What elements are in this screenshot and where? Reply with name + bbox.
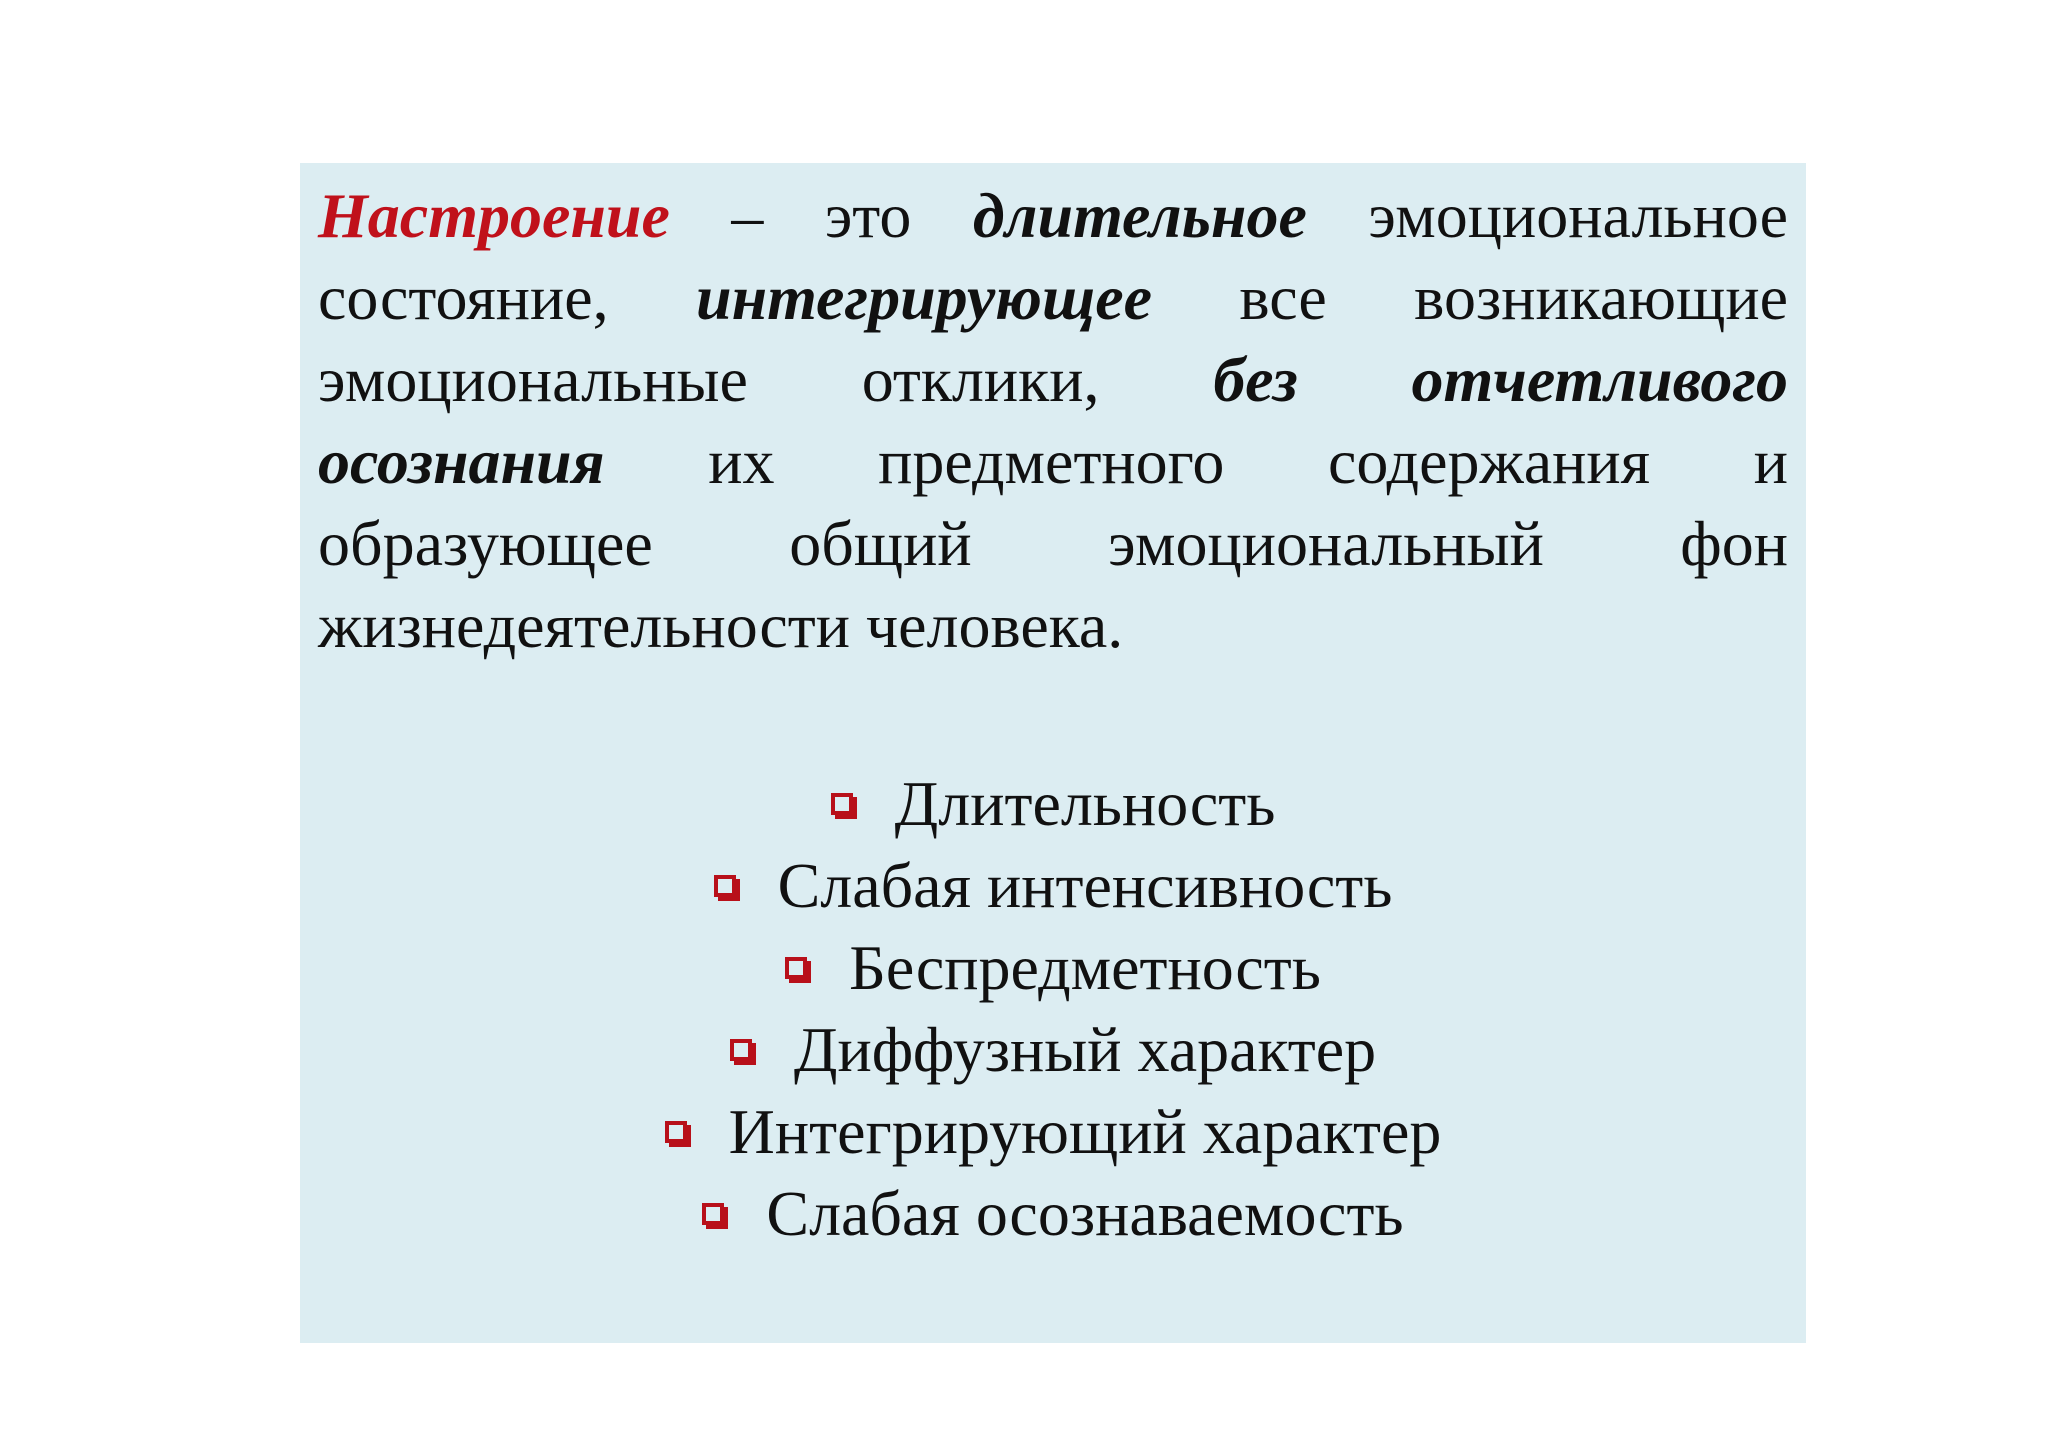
definition-emphasis-1: длительное [972, 180, 1307, 251]
slide-panel [300, 163, 1806, 1343]
square-bullet-icon [665, 1121, 687, 1143]
square-bullet-icon [785, 957, 807, 979]
features-list [300, 763, 1806, 1255]
feature-label: Слабая интенсивность [777, 850, 1393, 921]
feature-item [300, 1091, 1806, 1173]
feature-item [300, 1009, 1806, 1091]
feature-label: Длительность [894, 768, 1276, 839]
definition-emphasis-2: интегрирующее [695, 262, 1153, 333]
definition-text-4: их предметного содержания и образующее общий эмоциональный фон жизнедеятельности человека. [318, 426, 1788, 661]
feature-label: Слабая осознаваемость [766, 1178, 1404, 1249]
definition-text-2: эмоциональное состояние, [318, 180, 1789, 333]
definition-text-1: – это [669, 180, 973, 251]
square-bullet-icon [714, 875, 736, 897]
definition-term: Настроение [318, 180, 670, 251]
definition-text-3: все возникающие эмоциональные отклики, [318, 262, 1789, 415]
feature-item [300, 927, 1806, 1009]
square-bullet-icon [702, 1203, 724, 1225]
definition-emphasis-3: без отчетливого осознания [318, 344, 1788, 497]
square-bullet-icon [730, 1039, 752, 1061]
feature-label: Диффузный характер [793, 1014, 1377, 1085]
feature-label: Беспредметность [849, 932, 1321, 1003]
feature-item [300, 845, 1806, 927]
feature-item [300, 1173, 1806, 1255]
feature-label: Интегрирующий характер [728, 1096, 1442, 1167]
square-bullet-icon [831, 793, 853, 815]
definition-paragraph [318, 175, 1788, 667]
feature-item [300, 763, 1806, 845]
